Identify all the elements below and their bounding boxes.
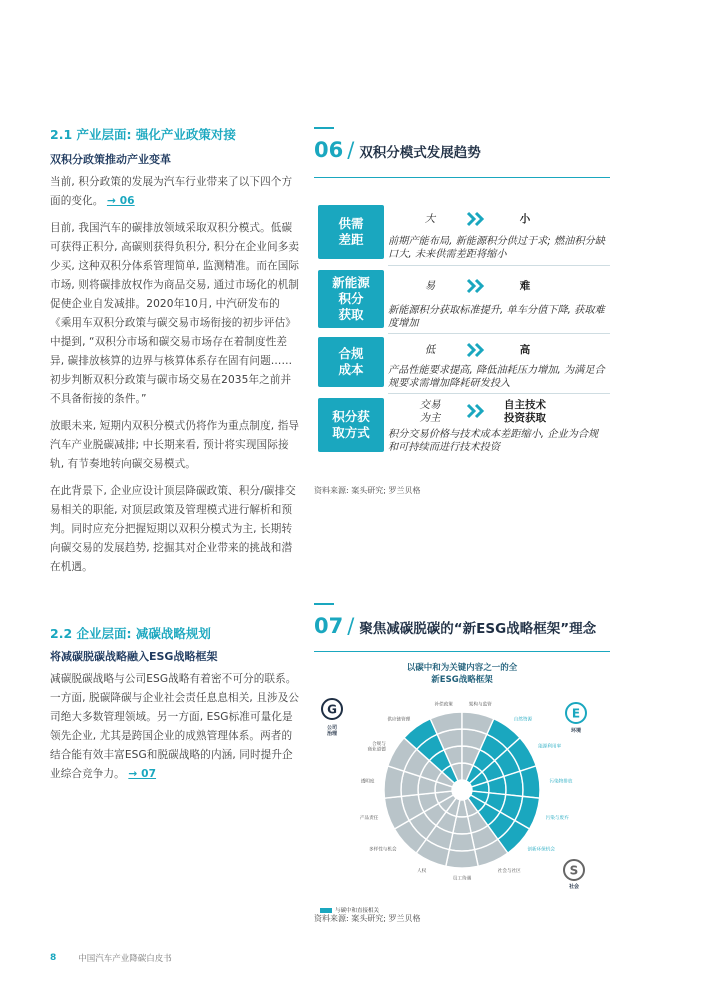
section-heading: 2.1 产业层面: 强化产业政策对接 [50,127,236,142]
figure-title [314,138,610,165]
figure-slash: / [347,138,355,162]
row-divider [388,333,610,334]
paragraph: 目前, 我国汽车的碳排放领域采取双积分模式。低碳可获得正积分, 高碳则获得负积分, 积分在企业间多卖少买, 这种双积分体系管理简单, 监测精准。而在国际市场, 则将碳排放权作为商品交易, 通过市场化的机制促使企业自发减排。2020年10月, 中汽研发布的《乘用车双积分政策与碳交易市场衔接的初步评估》中提到, “双积分市场和碳交易市场存在着制度性差异, 碳排放核算的边界与核算体系存在固有问题……初步判断双积分政策与碳市场交易在2035年之前并不具备衔接的条件。” [50,222,300,405]
row-divider [388,393,610,394]
wheel-segment-label: 创新环保机会 [527,847,555,853]
figure-number: 06 [314,138,344,162]
section-subheading: 双积分政策推动产业变革 [50,153,171,166]
figure-title [314,614,610,641]
figure-slash: / [347,614,355,638]
paragraph: 在此背景下, 企业应设计顶层降碳政策、积分/碳排交易相关的职能, 对顶层政策及管理模式进行解析和预判。同时应充分把握短期以双积分模式为主, 长期转向碳交易的发展趋势, 挖掘其对企业带来的挑战和潜在机遇。 [50,485,296,573]
wheel-legend [320,906,379,914]
figure-rule [314,603,334,605]
environment-badge [566,703,586,734]
social-badge [564,860,584,890]
figure-divider [314,651,610,652]
badge-letter: E [571,706,581,721]
wheel-segment [504,771,523,796]
trend-label: 合规 成本 [318,337,384,387]
badge-caption: 治理 [326,731,338,737]
figure-rule [314,127,334,129]
figure-name: 聚焦减碳脱碳的“新ESG战略框架”理念 [359,621,597,637]
trend-to: 自主技术 投资获取 [504,399,546,424]
wheel-segment-label: 能源利用率 [538,744,562,750]
section-2-2 [50,626,300,784]
wheel-segment [446,850,478,868]
figure-divider [314,177,610,178]
trend-label: 新能源 积分 获取 [318,270,384,328]
trend-description: 前期产能布局, 新能源积分供过于求; 燃油积分缺口大, 未来供需差距将缩小 [388,236,605,260]
wheel-segment-label: 产品责任 [359,815,379,821]
legend-swatch [320,908,332,913]
figure-06-link[interactable]: → 06 [106,195,135,207]
trend-to: 难 [519,280,531,292]
wheel-segment-label: 补偿政策 [434,702,453,708]
wheel-segment-label: 污染与废弃 [545,815,569,821]
trend-to: 高 [519,344,531,356]
badge-letter: S [569,863,579,878]
double-chevron-icon [466,403,486,419]
trend-from: 易 [424,280,436,292]
badge-caption: 社会 [568,884,580,890]
wheel-hub [453,781,471,799]
trend-description: 产品性能要求提高, 降低油耗压力增加, 为满足合规要求需增加降耗研发投入 [388,365,605,389]
section-heading: 2.2 企业层面: 减碳战略规划 [50,626,211,641]
section-2-1 [50,127,300,577]
governance-badge [322,699,342,737]
paragraph: 放眼未来, 短期内双积分模式仍将作为重点制度, 指导汽车产业脱碳减排; 中长期来看, 预计将实现国际接轨, 有节奏地转向碳交易模式。 [50,420,300,470]
badge-caption: 环境 [570,728,582,734]
badge-letter: G [327,702,337,717]
trend-to: 小 [519,213,531,225]
figure-06 [314,127,610,178]
wheel-segment-label: 多样性与机会 [369,847,397,853]
figure-name: 双积分模式发展趋势 [359,145,481,161]
section-subheading: 将减碳脱碳战略融入ESG战略框架 [50,650,218,663]
trend-description: 新能源积分获取标准提升, 单车分值下降, 获取难度增加 [388,305,605,329]
legend-label: 与碳中和直接相关 [335,908,380,914]
trend-label: 供需 差距 [318,205,384,259]
wheel-segment-label: 架构与监管 [468,702,492,708]
figure-source: 资料来源: 案头研究; 罗兰贝格 [314,486,421,495]
wheel-segment-label: 自然资源 [513,717,533,723]
paragraph: 当前, 积分政策的发展为汽车行业带来了以下四个方面的变化。 → 06 [50,176,293,207]
figure-source: 资料来源: 案头研究; 罗兰贝格 [314,914,421,923]
wheel-title: 以碳中和为关键内容之一的全 新ESG战略框架 [406,663,518,685]
esg-wheel-figure [314,662,610,912]
double-chevron-icon [466,211,486,227]
trend-from: 低 [424,344,436,356]
trend-from: 大 [424,213,436,225]
wheel-segment [449,833,474,851]
wheel-segment-label: 供应链管理 [387,717,411,723]
paragraph: 减碳脱碳战略与公司ESG战略有着密不可分的联系。一方面, 脱碳降碳与企业社会责任息息相关, 且涉及公司绝大多数管理领域。另一方面, ESG标准可量化是领先企业, 尤其是跨国企业的成熟管理体系。两者的结合能有效丰富ESG和脱碳战略的内涵, 同时提升企业综合竞争力。 → 07 [50,673,300,780]
trend-table [314,205,610,460]
figure-07-link[interactable]: → 07 [128,768,157,780]
wheel-segment-label: 污染物排放 [549,779,573,785]
wheel-segment-label: 商业道德 [367,747,386,753]
page-number: 8 [50,953,57,963]
wheel-segment-label: 透明度 [360,779,375,785]
trend-description: 积分交易价格与技术成本差距缩小, 企业为合规和可持续而进行技术投资 [388,429,599,453]
wheel-segment-label: 社会与社区 [497,869,521,874]
wheel-segments [384,712,540,868]
double-chevron-icon [466,342,486,358]
esg-wheel [314,688,610,928]
wheel-segment [520,766,540,798]
document-title: 中国汽车产业降碳白皮书 [78,954,172,964]
figure-07 [314,603,610,652]
figure-number: 07 [314,614,344,638]
double-chevron-icon [466,278,486,294]
badge-caption: 公司 [326,725,338,731]
wheel-segment-label: 员工待遇 [452,876,472,882]
wheel-segment-label: 合规与 [372,741,386,747]
trend-label: 积分获 取方式 [318,398,384,452]
row-divider [388,265,610,266]
trend-from: 交易 为主 [419,399,441,424]
page-footer [50,952,172,964]
wheel-segment-label: 人权 [416,869,427,874]
